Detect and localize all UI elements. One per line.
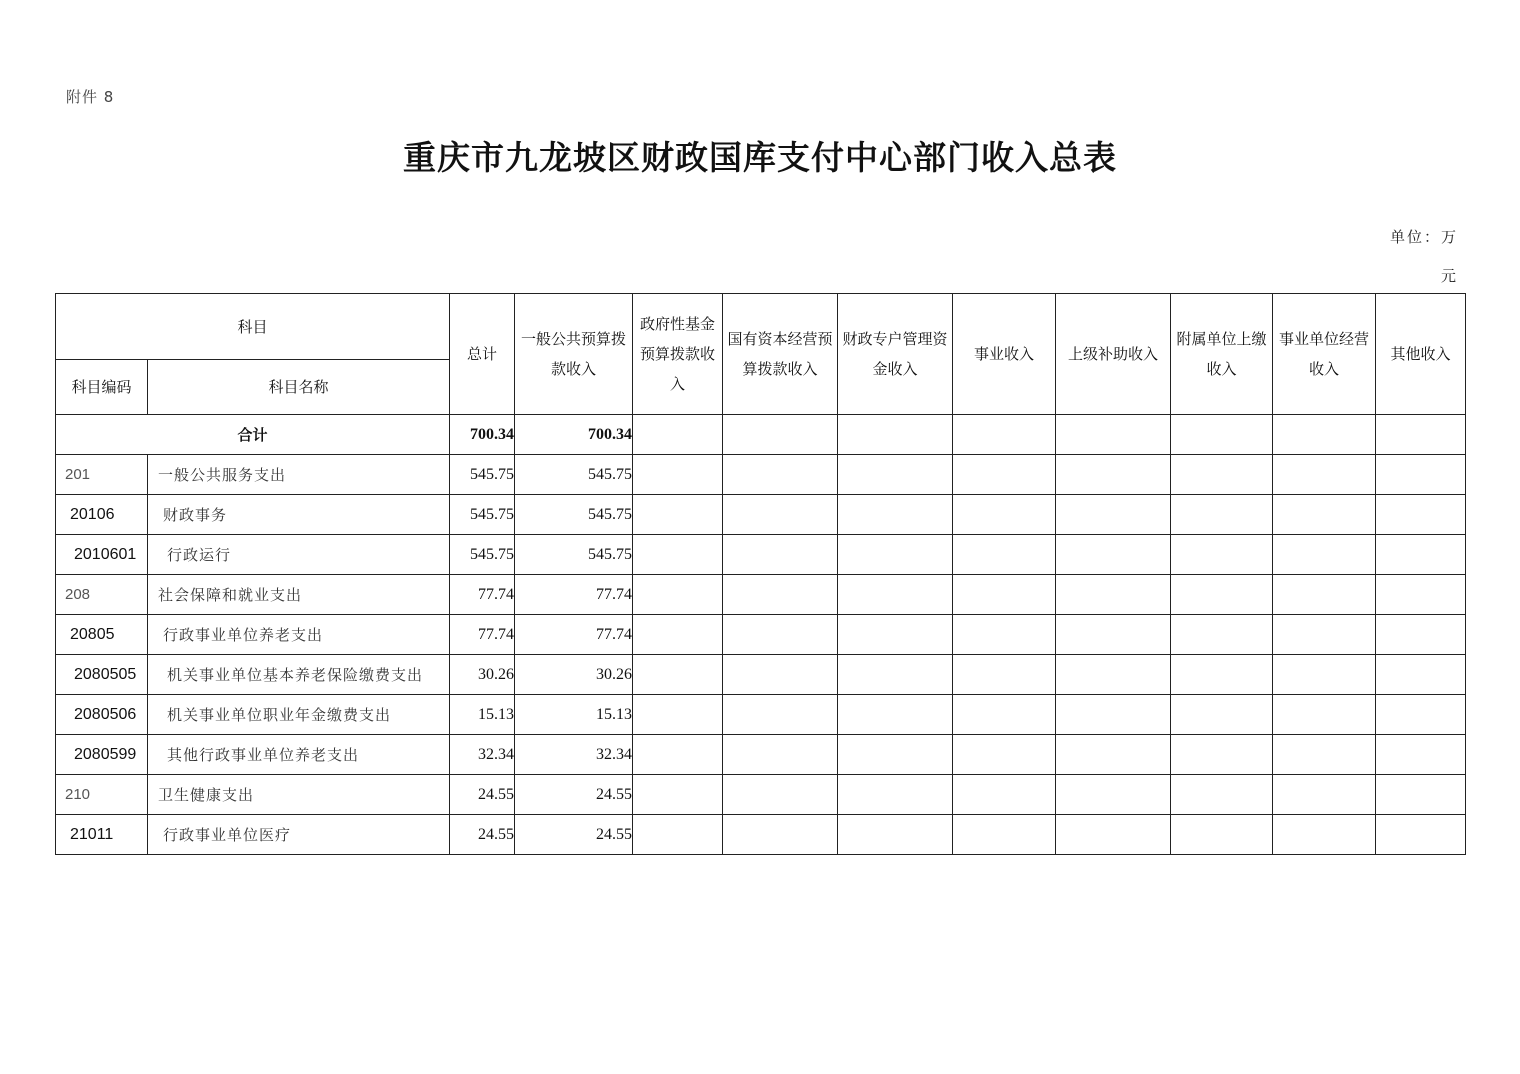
subject-name-cell: 其他行政事业单位养老支出	[148, 735, 450, 775]
empty-cell	[838, 535, 953, 575]
table-row	[56, 655, 1466, 695]
empty-cell	[633, 415, 723, 455]
table-row	[56, 815, 1466, 855]
attachment-label: 附件 8	[66, 88, 115, 106]
table-row	[56, 615, 1466, 655]
total-cell: 77.74	[450, 615, 515, 655]
subject-code-cell: 2080599	[56, 735, 148, 775]
empty-cell	[1376, 775, 1466, 815]
empty-cell	[1273, 575, 1376, 615]
totals-total: 700.34	[450, 415, 515, 455]
empty-cell	[1056, 415, 1171, 455]
empty-cell	[633, 615, 723, 655]
table-row	[56, 695, 1466, 735]
empty-cell	[1171, 615, 1273, 655]
general-budget-cell: 15.13	[515, 695, 633, 735]
subject-code-cell: 201	[56, 455, 148, 495]
subject-name-cell: 行政事业单位医疗	[148, 815, 450, 855]
empty-cell	[723, 455, 838, 495]
empty-cell	[1171, 695, 1273, 735]
empty-cell	[1273, 735, 1376, 775]
header-subject-code: 科目编码	[56, 360, 148, 415]
empty-cell	[1171, 815, 1273, 855]
empty-cell	[1171, 655, 1273, 695]
total-cell: 24.55	[450, 815, 515, 855]
empty-cell	[633, 735, 723, 775]
empty-cell	[633, 655, 723, 695]
header-subject: 科目	[56, 294, 450, 360]
subject-name-cell: 财政事务	[148, 495, 450, 535]
table-row	[56, 495, 1466, 535]
empty-cell	[1273, 615, 1376, 655]
total-cell: 30.26	[450, 655, 515, 695]
header-operating-income: 事业单位经营收入	[1273, 294, 1376, 415]
subject-code-cell: 2080505	[56, 655, 148, 695]
empty-cell	[1273, 655, 1376, 695]
empty-cell	[1273, 455, 1376, 495]
total-cell: 15.13	[450, 695, 515, 735]
empty-cell	[953, 575, 1056, 615]
total-cell: 545.75	[450, 455, 515, 495]
header-gov-fund: 政府性基金预算拨款收入	[633, 294, 723, 415]
empty-cell	[1056, 495, 1171, 535]
header-subject-name: 科目名称	[148, 360, 450, 415]
general-budget-cell: 32.34	[515, 735, 633, 775]
empty-cell	[1056, 735, 1171, 775]
total-cell: 77.74	[450, 575, 515, 615]
header-state-capital: 国有资本经营预算拨款收入	[723, 294, 838, 415]
total-cell: 32.34	[450, 735, 515, 775]
subject-code-cell: 2080506	[56, 695, 148, 735]
general-budget-cell: 77.74	[515, 575, 633, 615]
general-budget-cell: 24.55	[515, 815, 633, 855]
empty-cell	[723, 815, 838, 855]
page-title: 重庆市九龙坡区财政国库支付中心部门收入总表	[403, 138, 1117, 177]
header-total: 总计	[450, 294, 515, 415]
empty-cell	[633, 455, 723, 495]
subject-code-cell: 210	[56, 775, 148, 815]
empty-cell	[1376, 535, 1466, 575]
general-budget-cell: 30.26	[515, 655, 633, 695]
subject-name-cell: 社会保障和就业支出	[148, 575, 450, 615]
empty-cell	[723, 695, 838, 735]
empty-cell	[1171, 415, 1273, 455]
general-budget-cell: 24.55	[515, 775, 633, 815]
subject-name-cell: 行政事业单位养老支出	[148, 615, 450, 655]
total-cell: 545.75	[450, 495, 515, 535]
empty-cell	[1056, 815, 1171, 855]
general-budget-cell: 545.75	[515, 495, 633, 535]
empty-cell	[1376, 695, 1466, 735]
empty-cell	[723, 735, 838, 775]
empty-cell	[1171, 495, 1273, 535]
empty-cell	[723, 615, 838, 655]
header-special-account: 财政专户管理资金收入	[838, 294, 953, 415]
empty-cell	[1056, 695, 1171, 735]
empty-cell	[633, 575, 723, 615]
subject-name-cell: 机关事业单位职业年金缴费支出	[148, 695, 450, 735]
total-cell: 545.75	[450, 535, 515, 575]
empty-cell	[953, 695, 1056, 735]
empty-cell	[723, 575, 838, 615]
empty-cell	[838, 655, 953, 695]
subject-code-cell: 20805	[56, 615, 148, 655]
empty-cell	[1056, 615, 1171, 655]
empty-cell	[1171, 775, 1273, 815]
empty-cell	[1376, 455, 1466, 495]
empty-cell	[1273, 495, 1376, 535]
empty-cell	[723, 415, 838, 455]
empty-cell	[1273, 415, 1376, 455]
empty-cell	[633, 695, 723, 735]
empty-cell	[953, 535, 1056, 575]
empty-cell	[1376, 815, 1466, 855]
empty-cell	[1171, 735, 1273, 775]
empty-cell	[633, 535, 723, 575]
empty-cell	[953, 415, 1056, 455]
empty-cell	[838, 495, 953, 535]
empty-cell	[723, 495, 838, 535]
subject-name-cell: 行政运行	[148, 535, 450, 575]
empty-cell	[723, 535, 838, 575]
table-row	[56, 735, 1466, 775]
empty-cell	[838, 775, 953, 815]
empty-cell	[1056, 575, 1171, 615]
empty-cell	[633, 815, 723, 855]
empty-cell	[1171, 575, 1273, 615]
totals-label: 合计	[56, 415, 450, 455]
empty-cell	[953, 735, 1056, 775]
general-budget-cell: 545.75	[515, 455, 633, 495]
empty-cell	[1273, 775, 1376, 815]
empty-cell	[953, 815, 1056, 855]
empty-cell	[1376, 415, 1466, 455]
empty-cell	[838, 575, 953, 615]
subject-name-cell: 卫生健康支出	[148, 775, 450, 815]
table-row	[56, 775, 1466, 815]
empty-cell	[1376, 575, 1466, 615]
empty-cell	[1056, 455, 1171, 495]
subject-name-cell: 一般公共服务支出	[148, 455, 450, 495]
empty-cell	[953, 615, 1056, 655]
empty-cell	[953, 655, 1056, 695]
table-row	[56, 455, 1466, 495]
header-affiliated-unit: 附属单位上缴收入	[1171, 294, 1273, 415]
empty-cell	[1273, 815, 1376, 855]
totals-general-budget: 700.34	[515, 415, 633, 455]
empty-cell	[1056, 655, 1171, 695]
empty-cell	[838, 455, 953, 495]
total-cell: 24.55	[450, 775, 515, 815]
empty-cell	[723, 775, 838, 815]
table-row	[56, 535, 1466, 575]
header-business-income: 事业收入	[953, 294, 1056, 415]
empty-cell	[1273, 535, 1376, 575]
subject-code-cell: 21011	[56, 815, 148, 855]
subject-code-cell: 208	[56, 575, 148, 615]
general-budget-cell: 545.75	[515, 535, 633, 575]
empty-cell	[1171, 535, 1273, 575]
subject-code-cell: 20106	[56, 495, 148, 535]
empty-cell	[633, 775, 723, 815]
subject-name-cell: 机关事业单位基本养老保险缴费支出	[148, 655, 450, 695]
empty-cell	[723, 655, 838, 695]
empty-cell	[838, 695, 953, 735]
empty-cell	[838, 615, 953, 655]
empty-cell	[633, 495, 723, 535]
totals-row	[56, 415, 1466, 455]
header-superior-subsidy: 上级补助收入	[1056, 294, 1171, 415]
subject-code-cell: 2010601	[56, 535, 148, 575]
general-budget-cell: 77.74	[515, 615, 633, 655]
empty-cell	[1376, 735, 1466, 775]
income-summary-table	[55, 293, 1466, 855]
header-general-budget: 一般公共预算拨款收入	[515, 294, 633, 415]
empty-cell	[1376, 495, 1466, 535]
empty-cell	[838, 415, 953, 455]
empty-cell	[1171, 455, 1273, 495]
empty-cell	[838, 815, 953, 855]
unit-label: 单位：万元	[1389, 228, 1458, 285]
empty-cell	[953, 495, 1056, 535]
empty-cell	[1056, 535, 1171, 575]
empty-cell	[838, 735, 953, 775]
empty-cell	[1056, 775, 1171, 815]
header-other-income: 其他收入	[1376, 294, 1466, 415]
empty-cell	[1273, 695, 1376, 735]
empty-cell	[953, 775, 1056, 815]
empty-cell	[953, 455, 1056, 495]
empty-cell	[1376, 615, 1466, 655]
empty-cell	[1376, 655, 1466, 695]
table-row	[56, 575, 1466, 615]
